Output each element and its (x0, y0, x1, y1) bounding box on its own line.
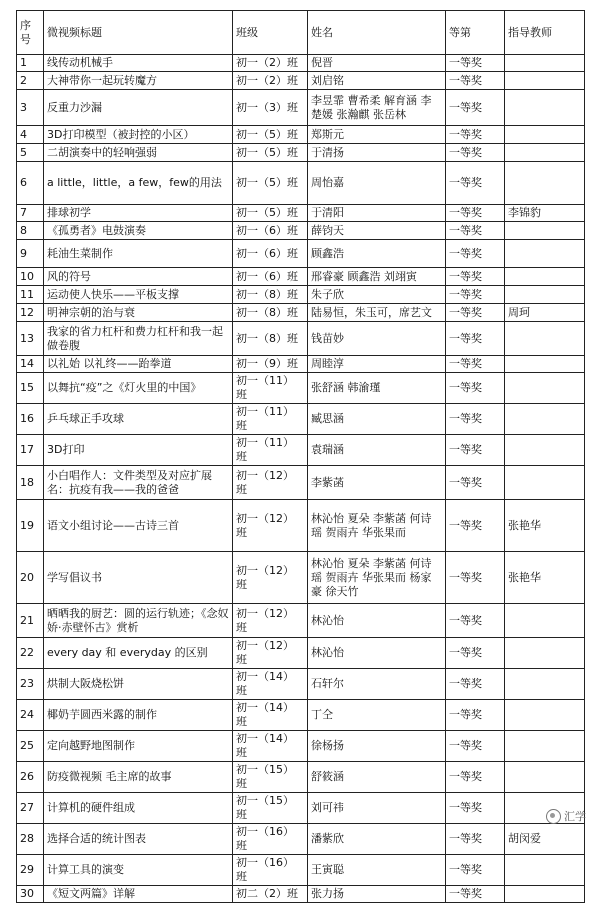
cell-title: 计算机的硬件组成 (44, 793, 233, 824)
cell-no: 9 (17, 240, 44, 268)
cell-class: 初一（15）班 (233, 762, 308, 793)
cell-no: 5 (17, 144, 44, 162)
cell-award: 一等奖 (446, 731, 505, 762)
cell-teacher: 张艳华 (505, 500, 585, 552)
cell-name: 张力扬 (308, 886, 446, 903)
cell-teacher: 周珂 (505, 304, 585, 322)
cell-award: 一等奖 (446, 500, 505, 552)
cell-no: 15 (17, 373, 44, 404)
cell-no: 8 (17, 222, 44, 240)
cell-teacher (505, 55, 585, 72)
table-row (17, 435, 585, 466)
cell-name: 丁仝 (308, 700, 446, 731)
cell-title: 防疫微视频 毛主席的故事 (44, 762, 233, 793)
cell-award: 一等奖 (446, 126, 505, 144)
table-row (17, 304, 585, 322)
table-row (17, 240, 585, 268)
cell-award: 一等奖 (446, 466, 505, 500)
cell-name: 倪晋 (308, 55, 446, 72)
cell-teacher (505, 435, 585, 466)
cell-award: 一等奖 (446, 669, 505, 700)
cell-award: 一等奖 (446, 205, 505, 222)
cell-class: 初一（2）班 (233, 72, 308, 90)
cell-title: a little，little，a few，few的用法 (44, 162, 233, 205)
cell-class: 初一（14）班 (233, 700, 308, 731)
cell-name: 薛钧天 (308, 222, 446, 240)
cell-teacher (505, 762, 585, 793)
cell-class: 初一（12）班 (233, 638, 308, 669)
cell-award: 一等奖 (446, 286, 505, 304)
cell-no: 30 (17, 886, 44, 903)
cell-teacher (505, 886, 585, 903)
cell-class: 初一（2）班 (233, 55, 308, 72)
cell-no: 14 (17, 356, 44, 373)
cell-teacher (505, 90, 585, 126)
cell-class: 初一（12）班 (233, 552, 308, 604)
cell-award: 一等奖 (446, 604, 505, 638)
cell-name: 袁瑞涵 (308, 435, 446, 466)
cell-name: 李昱霏 曹希柔 解育涵 李楚媛 张瀚麒 张岳林 (308, 90, 446, 126)
cell-no: 4 (17, 126, 44, 144)
cell-no: 21 (17, 604, 44, 638)
cell-no: 2 (17, 72, 44, 90)
watermark-text: 汇学 (564, 809, 586, 823)
cell-title: 运动使人快乐——平板支撑 (44, 286, 233, 304)
cell-class: 初一（11）班 (233, 404, 308, 435)
cell-award: 一等奖 (446, 404, 505, 435)
table-row (17, 72, 585, 90)
cell-teacher (505, 286, 585, 304)
cell-name: 郑斯元 (308, 126, 446, 144)
cell-class: 初一（6）班 (233, 240, 308, 268)
cell-award: 一等奖 (446, 638, 505, 669)
cell-title: 《短文两篇》详解 (44, 886, 233, 903)
table-row (17, 404, 585, 435)
cell-class: 初一（15）班 (233, 793, 308, 824)
cell-title: 以舞抗“疫”之《灯火里的中国》 (44, 373, 233, 404)
cell-title: 以礼始 以礼终——跆拳道 (44, 356, 233, 373)
header-class: 班级 (233, 11, 308, 55)
cell-class: 初一（9）班 (233, 356, 308, 373)
header-no: 序号 (17, 11, 44, 55)
cell-class: 初一（12）班 (233, 604, 308, 638)
table-row (17, 205, 585, 222)
cell-award: 一等奖 (446, 304, 505, 322)
cell-award: 一等奖 (446, 700, 505, 731)
cell-name: 钱苗妙 (308, 322, 446, 356)
table-row (17, 762, 585, 793)
table-row (17, 144, 585, 162)
cell-class: 初一（8）班 (233, 322, 308, 356)
table-row (17, 731, 585, 762)
table-row (17, 162, 585, 205)
cell-class: 初二（2）班 (233, 886, 308, 903)
cell-title: 反重力沙漏 (44, 90, 233, 126)
cell-name: 徐杨扬 (308, 731, 446, 762)
cell-name: 林沁怡 夏朵 李紫菡 何诗瑶 贺雨卉 华张果而 杨家豪 徐天竹 (308, 552, 446, 604)
cell-class: 初一（5）班 (233, 144, 308, 162)
cell-title: 《孤勇者》电鼓演奏 (44, 222, 233, 240)
cell-name: 臧思涵 (308, 404, 446, 435)
cell-award: 一等奖 (446, 824, 505, 855)
cell-name: 于清阳 (308, 205, 446, 222)
header-award: 等第 (446, 11, 505, 55)
cell-no: 6 (17, 162, 44, 205)
table-row (17, 90, 585, 126)
cell-name: 李紫菡 (308, 466, 446, 500)
cell-award: 一等奖 (446, 222, 505, 240)
cell-teacher (505, 669, 585, 700)
cell-no: 26 (17, 762, 44, 793)
cell-award: 一等奖 (446, 356, 505, 373)
cell-award: 一等奖 (446, 55, 505, 72)
cell-award: 一等奖 (446, 762, 505, 793)
cell-title: 计算工具的演变 (44, 855, 233, 886)
cell-teacher (505, 322, 585, 356)
cell-name: 潘紫欣 (308, 824, 446, 855)
cell-award: 一等奖 (446, 162, 505, 205)
table-row (17, 286, 585, 304)
cell-class: 初一（5）班 (233, 126, 308, 144)
table-row (17, 669, 585, 700)
cell-award: 一等奖 (446, 144, 505, 162)
cell-title: 烘制大阪烧松饼 (44, 669, 233, 700)
cell-award: 一等奖 (446, 855, 505, 886)
cell-class: 初一（8）班 (233, 286, 308, 304)
cell-title: 定向越野地图制作 (44, 731, 233, 762)
table-row (17, 552, 585, 604)
cell-title: 线传动机械手 (44, 55, 233, 72)
cell-teacher: 张艳华 (505, 552, 585, 604)
cell-no: 12 (17, 304, 44, 322)
cell-name: 陆易恒，朱玉可，席艺文 (308, 304, 446, 322)
cell-name: 林沁怡 (308, 638, 446, 669)
cell-teacher (505, 240, 585, 268)
cell-no: 1 (17, 55, 44, 72)
table-row (17, 500, 585, 552)
cell-title: 排球初学 (44, 205, 233, 222)
cell-no: 27 (17, 793, 44, 824)
table-row (17, 373, 585, 404)
cell-teacher (505, 144, 585, 162)
cell-class: 初一（14）班 (233, 731, 308, 762)
cell-name: 朱子欣 (308, 286, 446, 304)
table-row (17, 793, 585, 824)
cell-no: 17 (17, 435, 44, 466)
cell-no: 22 (17, 638, 44, 669)
cell-teacher (505, 126, 585, 144)
cell-name: 舒筱涵 (308, 762, 446, 793)
cell-class: 初一（3）班 (233, 90, 308, 126)
cell-class: 初一（11）班 (233, 435, 308, 466)
table-row (17, 638, 585, 669)
cell-award: 一等奖 (446, 373, 505, 404)
table-row (17, 604, 585, 638)
table-row (17, 356, 585, 373)
cell-teacher (505, 162, 585, 205)
cell-teacher (505, 731, 585, 762)
cell-title: 我家的省力杠杆和费力杠杆和我一起做卷腹 (44, 322, 233, 356)
cell-no: 25 (17, 731, 44, 762)
cell-title: 明神宗朝的治与衰 (44, 304, 233, 322)
cell-award: 一等奖 (446, 268, 505, 286)
cell-title: 二胡演奏中的轻响强弱 (44, 144, 233, 162)
cell-class: 初一（5）班 (233, 205, 308, 222)
cell-teacher (505, 373, 585, 404)
cell-no: 18 (17, 466, 44, 500)
cell-award: 一等奖 (446, 322, 505, 356)
table-row (17, 886, 585, 903)
cell-name: 刘启铭 (308, 72, 446, 90)
cell-no: 11 (17, 286, 44, 304)
header-title: 微视频标题 (44, 11, 233, 55)
table-row (17, 55, 585, 72)
cell-class: 初一（6）班 (233, 222, 308, 240)
cell-teacher: 胡闵爱 (505, 824, 585, 855)
cell-title: 乒乓球正手攻球 (44, 404, 233, 435)
wechat-icon (546, 809, 561, 824)
cell-name: 王寅聪 (308, 855, 446, 886)
header-row (17, 11, 585, 55)
watermark (546, 808, 586, 825)
cell-award: 一等奖 (446, 90, 505, 126)
cell-name: 周睦淳 (308, 356, 446, 373)
cell-no: 7 (17, 205, 44, 222)
cell-title: 椰奶芋圆西米露的制作 (44, 700, 233, 731)
cell-teacher (505, 356, 585, 373)
cell-teacher (505, 700, 585, 731)
cell-no: 16 (17, 404, 44, 435)
cell-teacher (505, 72, 585, 90)
cell-title: 语文小组讨论——古诗三首 (44, 500, 233, 552)
cell-no: 3 (17, 90, 44, 126)
cell-teacher (505, 604, 585, 638)
cell-name: 张舒涵 韩渝瑾 (308, 373, 446, 404)
cell-teacher: 李锦豹 (505, 205, 585, 222)
cell-name: 邢睿豪 顾鑫浩 刘翊寅 (308, 268, 446, 286)
cell-award: 一等奖 (446, 552, 505, 604)
cell-name: 林沁怡 夏朵 李紫菡 何诗瑶 贺雨卉 华张果而 (308, 500, 446, 552)
cell-class: 初一（16）班 (233, 855, 308, 886)
cell-award: 一等奖 (446, 793, 505, 824)
cell-teacher (505, 222, 585, 240)
cell-title: 风的符号 (44, 268, 233, 286)
cell-name: 周怡嘉 (308, 162, 446, 205)
table-row (17, 700, 585, 731)
cell-no: 23 (17, 669, 44, 700)
cell-class: 初一（12）班 (233, 500, 308, 552)
table-row (17, 466, 585, 500)
awards-table (16, 10, 585, 903)
cell-title: 学写倡议书 (44, 552, 233, 604)
header-teacher: 指导教师 (505, 11, 585, 55)
cell-class: 初一（6）班 (233, 268, 308, 286)
table-row (17, 268, 585, 286)
cell-class: 初一（5）班 (233, 162, 308, 205)
cell-teacher (505, 466, 585, 500)
cell-award: 一等奖 (446, 435, 505, 466)
cell-award: 一等奖 (446, 240, 505, 268)
cell-class: 初一（16）班 (233, 824, 308, 855)
cell-class: 初一（12）班 (233, 466, 308, 500)
table-row (17, 222, 585, 240)
cell-no: 29 (17, 855, 44, 886)
cell-name: 顾鑫浩 (308, 240, 446, 268)
cell-no: 28 (17, 824, 44, 855)
cell-name: 于清扬 (308, 144, 446, 162)
cell-teacher (505, 268, 585, 286)
cell-title: 3D打印 (44, 435, 233, 466)
cell-award: 一等奖 (446, 72, 505, 90)
cell-name: 石轩尔 (308, 669, 446, 700)
header-name: 姓名 (308, 11, 446, 55)
cell-no: 19 (17, 500, 44, 552)
cell-teacher (505, 404, 585, 435)
table-row (17, 824, 585, 855)
table-row (17, 855, 585, 886)
cell-title: 大神带你一起玩转魔方 (44, 72, 233, 90)
cell-class: 初一（8）班 (233, 304, 308, 322)
cell-teacher (505, 638, 585, 669)
cell-name: 林沁怡 (308, 604, 446, 638)
cell-class: 初一（11）班 (233, 373, 308, 404)
cell-title: 3D打印模型（被封控的小区） (44, 126, 233, 144)
cell-teacher (505, 855, 585, 886)
cell-no: 24 (17, 700, 44, 731)
cell-class: 初一（14）班 (233, 669, 308, 700)
cell-title: 小白唱作人：文件类型及对应扩展名：抗疫有我——我的爸爸 (44, 466, 233, 500)
cell-no: 20 (17, 552, 44, 604)
table-row (17, 322, 585, 356)
cell-title: 选择合适的统计图表 (44, 824, 233, 855)
cell-title: 晒晒我的厨艺：圆的运行轨迹；《念奴娇·赤壁怀古》赏析 (44, 604, 233, 638)
cell-title: every day 和 everyday 的区别 (44, 638, 233, 669)
cell-title: 耗油生菜制作 (44, 240, 233, 268)
cell-no: 10 (17, 268, 44, 286)
table-row (17, 126, 585, 144)
cell-no: 13 (17, 322, 44, 356)
cell-name: 刘可祎 (308, 793, 446, 824)
cell-award: 一等奖 (446, 886, 505, 903)
